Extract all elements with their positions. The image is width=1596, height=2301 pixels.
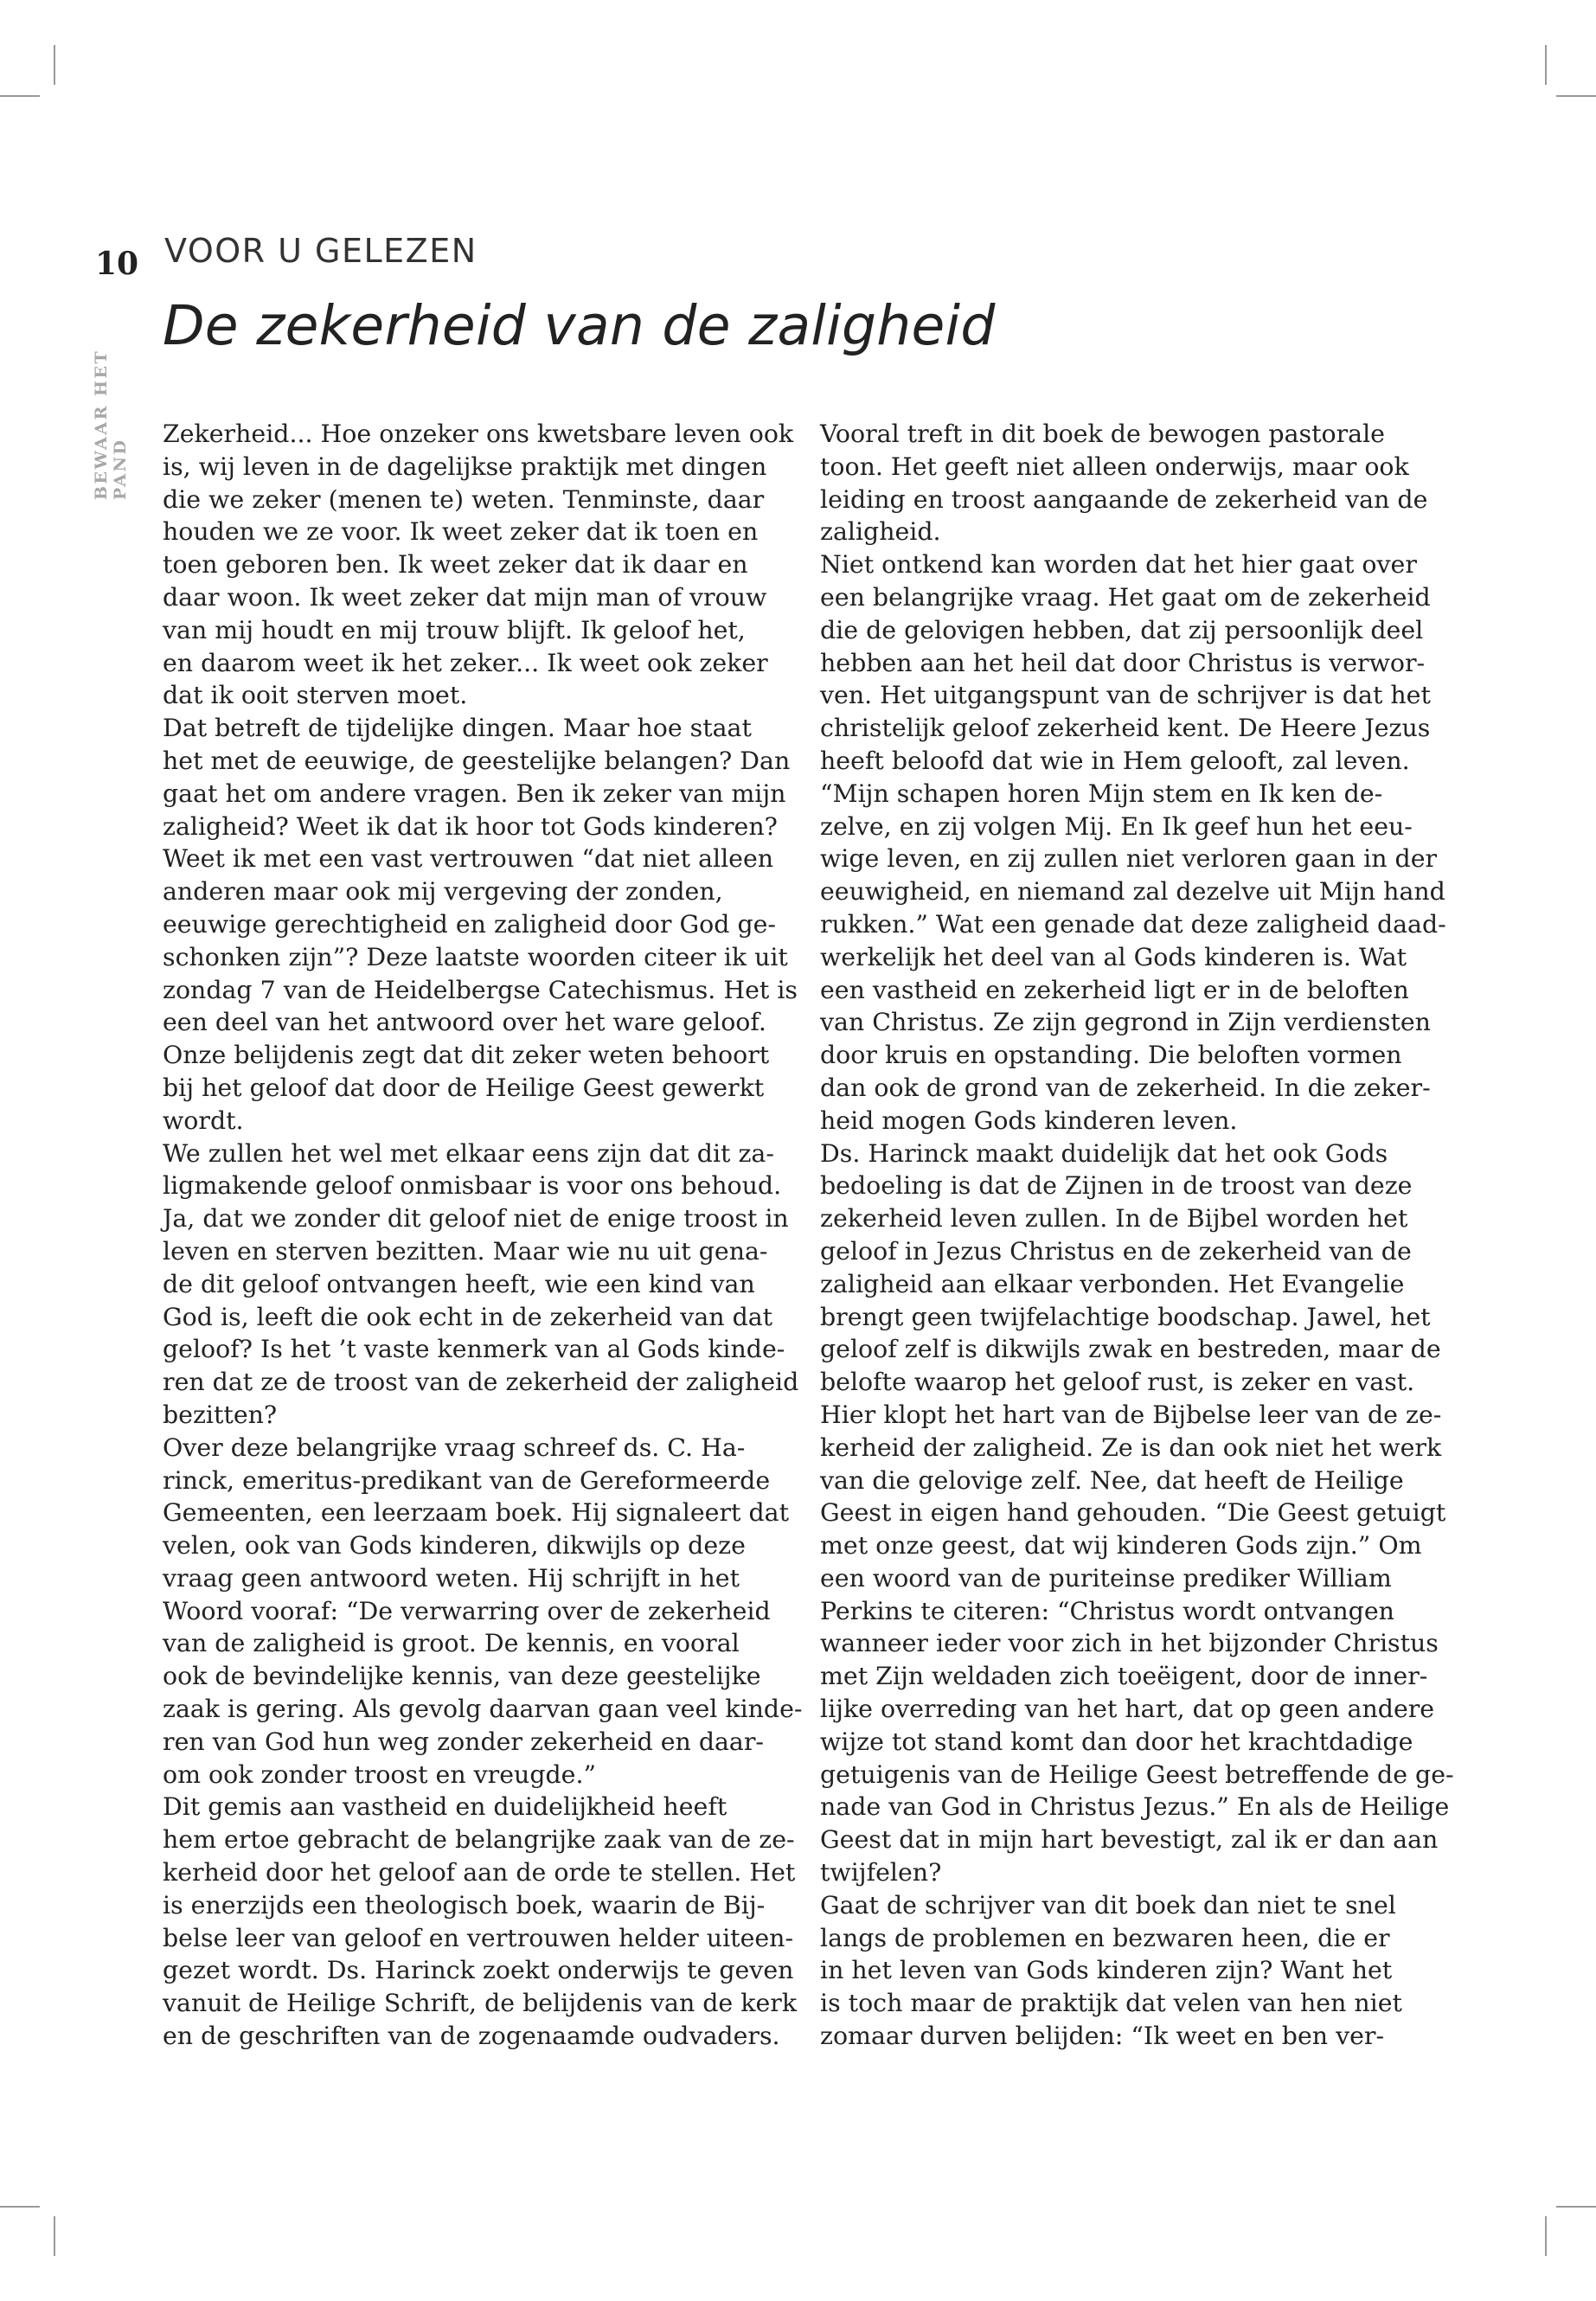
text-line: We zullen het wel met elkaar eens zijn dat dit za- — [163, 1138, 774, 1168]
right-column — [820, 418, 1454, 2053]
text-line: eeuwige gerechtigheid en zaligheid door God ge- — [163, 909, 777, 939]
text-line: met onze geest, dat wij kinderen Gods zijn.” Om — [820, 1531, 1422, 1561]
text-line: Dit gemis aan vastheid en duidelijkheid heeft — [163, 1792, 727, 1822]
text-line: getuigenis van de Heilige Geest betreffende de ge- — [820, 1759, 1454, 1789]
text-line: Niet ontkend kan worden dat het hier gaat over — [820, 550, 1417, 580]
text-line: zaligheid? Weet ik dat ik hoor tot Gods kinderen? — [163, 811, 778, 841]
page-number: 10 — [95, 246, 139, 282]
text-line: Dat betreft de tijdelijke dingen. Maar hoe staat — [163, 714, 752, 743]
text-line: Gemeenten, een leerzaam boek. Hij signaleert dat — [163, 1498, 789, 1528]
text-line: Over deze belangrijke vraag schreef ds. C. Ha- — [163, 1433, 746, 1462]
text-line: leven en sterven bezitten. Maar wie nu uit gena- — [163, 1236, 768, 1266]
text-line: rinck, emeritus-predikant van de Gereformeerde — [163, 1465, 771, 1495]
section-label: VOOR U GELEZEN — [164, 232, 478, 270]
text-line: zaligheid. — [820, 517, 941, 547]
text-line: “Mijn schapen horen Mijn stem en Ik ken de- — [820, 779, 1383, 808]
text-line: rukken.” Wat een genade dat deze zaligheid daad- — [820, 909, 1446, 939]
crop-mark-bottom-right-vertical — [1545, 2216, 1547, 2256]
text-line: een deel van het antwoord over het ware geloof. — [163, 1008, 766, 1037]
text-line: wordt. — [163, 1106, 244, 1135]
text-line: daar woon. Ik weet zeker dat mijn man of vrouw — [163, 582, 767, 612]
text-line: Weet ik met een vast vertrouwen “dat niet alleen — [163, 844, 774, 874]
text-line: zomaar durven belijden: “Ik weet en ben ver- — [820, 2022, 1385, 2051]
text-line: om ook zonder troost en vreugde.” — [163, 1759, 597, 1789]
text-line: met Zijn weldaden zich toeëigent, door de inner- — [820, 1662, 1428, 1691]
text-line: zondag 7 van de Heidelbergse Catechismus. Het is — [163, 975, 798, 1004]
text-line: van Christus. Ze zijn gegrond in Zijn verdiensten — [820, 1008, 1431, 1037]
article-title: De zekerheid van de zaligheid — [163, 294, 996, 357]
text-line: toen geboren ben. Ik weet zeker dat ik daar en — [163, 550, 748, 580]
text-line: het met de eeuwige, de geestelijke belangen? Dan — [163, 746, 791, 775]
text-line: Onze belijdenis zegt dat dit zeker weten behoort — [163, 1041, 770, 1070]
text-line: bezitten? — [163, 1400, 278, 1429]
text-line: anderen maar ook mij vergeving der zonden, — [163, 877, 723, 907]
crop-mark-top-right-vertical — [1545, 45, 1547, 85]
left-column — [163, 418, 803, 2053]
text-line: twijfelen? — [820, 1858, 942, 1888]
text-line: gezet wordt. Ds. Harinck zoekt onderwijs te geven — [163, 1956, 794, 1985]
side-label: BEWAAR HET PAND — [92, 349, 130, 500]
text-line: dan ook de grond van de zekerheid. In die zeker- — [820, 1073, 1431, 1102]
text-line: een vastheid en zekerheid ligt er in de beloften — [820, 975, 1409, 1004]
text-line: in het leven van Gods kinderen zijn? Want het — [820, 1956, 1393, 1985]
text-line: Geest dat in mijn hart bevestigt, zal ik er dan aan — [820, 1825, 1439, 1855]
text-line: toon. Het geeft niet alleen onderwijs, maar ook — [820, 452, 1409, 481]
crop-mark-bottom-left-vertical — [54, 2216, 55, 2256]
crop-mark-bottom-left-horizontal — [0, 2206, 40, 2208]
text-line: wijze tot stand komt dan door het krachtdadige — [820, 1727, 1413, 1756]
text-line: die we zeker (menen te) weten. Tenminste, daar — [163, 484, 765, 514]
crop-mark-top-left-horizontal — [0, 95, 40, 97]
text-line: dat ik ooit sterven moet. — [163, 681, 468, 710]
text-line: van de zaligheid is groot. De kennis, en vooral — [163, 1629, 740, 1658]
text-line: Woord vooraf: “De verwarring over de zekerheid — [163, 1596, 771, 1625]
text-line: geloof in Jezus Christus en de zekerheid van de — [820, 1236, 1412, 1266]
text-line: Hier klopt het hart van de Bijbelse leer van de ze- — [820, 1400, 1442, 1429]
text-line: schonken zijn”? Deze laatste woorden citeer ik uit — [163, 942, 788, 971]
text-line: heid mogen Gods kinderen leven. — [820, 1106, 1238, 1135]
text-line: ven. Het uitgangspunt van de schrijver is dat het — [820, 681, 1431, 710]
text-line: en de geschriften van de zogenaamde oudvaders. — [163, 2022, 780, 2051]
text-line: hebben aan het heil dat door Christus is verwor- — [820, 648, 1426, 677]
text-line: belofte waarop het geloof rust, is zeker en vast. — [820, 1368, 1415, 1397]
text-line: die de gelovigen hebben, dat zij persoonlijk deel — [820, 615, 1424, 644]
text-line: geloof? Is het ’t vaste kenmerk van al Gods kinde- — [163, 1335, 785, 1364]
text-line: kerheid der zaligheid. Ze is dan ook niet het werk — [820, 1433, 1442, 1462]
text-line: houden we ze voor. Ik weet zeker dat ik toen en — [163, 517, 759, 547]
text-line: kerheid door het geloof aan de orde te stellen. Het — [163, 1858, 796, 1888]
text-line: ook de bevindelijke kennis, van deze geestelijke — [163, 1662, 761, 1691]
text-line: vanuit de Heilige Schrift, de belijdenis van de kerk — [163, 1989, 798, 2018]
text-line: ren van God hun weg zonder zekerheid en daar- — [163, 1727, 765, 1756]
text-line: Zekerheid... Hoe onzeker ons kwetsbare leven ook — [163, 420, 794, 448]
text-line: is enerzijds een theologisch boek, waarin de Bij- — [163, 1890, 766, 1920]
text-line: vraag geen antwoord weten. Hij schrijft in het — [163, 1563, 740, 1593]
text-line: zekerheid leven zullen. In de Bijbel worden het — [820, 1204, 1408, 1234]
text-line: geloof zelf is dikwijls zwak en bestreden, maar de — [820, 1335, 1441, 1364]
text-line: brengt geen twijfelachtige boodschap. Jawel, het — [820, 1302, 1431, 1331]
text-line: is, wij leven in de dagelijkse praktijk met dingen — [163, 452, 767, 481]
text-line: door kruis en opstanding. Die beloften vormen — [820, 1041, 1402, 1070]
text-line: eeuwigheid, en niemand zal dezelve uit Mijn hand — [820, 877, 1445, 907]
text-line: Ds. Harinck maakt duidelijk dat het ook Gods — [820, 1138, 1388, 1168]
crop-mark-top-left-vertical — [54, 45, 55, 85]
text-line: Perkins te citeren: “Christus wordt ontvangen — [820, 1596, 1394, 1625]
text-line: lijke overreding van het hart, dat op geen andere — [820, 1695, 1435, 1724]
text-line: Vooral treft in dit boek de bewogen pastorale — [820, 420, 1385, 448]
text-line: leiding en troost aangaande de zekerheid van de — [820, 484, 1428, 514]
text-line: ligmakende geloof onmisbaar is voor ons behoud. — [163, 1171, 782, 1201]
crop-mark-bottom-right-horizontal — [1556, 2206, 1596, 2208]
text-line: is toch maar de praktijk dat velen van hen niet — [820, 1989, 1402, 2018]
text-line: de dit geloof ontvangen heeft, wie een kind van — [163, 1269, 755, 1298]
text-line: Ja, dat we zonder dit geloof niet de enige troost in — [163, 1204, 789, 1234]
text-line: een woord van de puriteinse prediker William — [820, 1563, 1392, 1593]
text-line: en daarom weet ik het zeker... Ik weet ook zeker — [163, 648, 768, 677]
text-line: gaat het om andere vragen. Ben ik zeker van mijn — [163, 779, 786, 808]
text-line: bedoeling is dat de Zijnen in de troost van deze — [820, 1171, 1413, 1201]
text-line: een belangrijke vraag. Het gaat om de zekerheid — [820, 582, 1431, 612]
text-line: belse leer van geloof en vertrouwen helder uiteen- — [163, 1923, 794, 1952]
crop-mark-top-right-horizontal — [1556, 95, 1596, 97]
text-line: zaligheid aan elkaar verbonden. Het Evangelie — [820, 1269, 1405, 1298]
text-line: ren dat ze de troost van de zekerheid der zaligheid — [163, 1368, 799, 1397]
text-line: nade van God in Christus Jezus.” En als de Heilige — [820, 1792, 1450, 1822]
text-line: wige leven, en zij zullen niet verloren gaan in der — [820, 844, 1438, 874]
text-line: zaak is gering. Als gevolg daarvan gaan veel kinde- — [163, 1695, 803, 1724]
text-line: God is, leeft die ook echt in de zekerheid van dat — [163, 1302, 773, 1331]
text-line: zelve, en zij volgen Mij. En Ik geef hun het eeu- — [820, 811, 1413, 841]
text-line: heeft beloofd dat wie in Hem gelooft, zal leven. — [820, 746, 1410, 775]
text-line: Geest in eigen hand gehouden. “Die Geest getuigt — [820, 1498, 1446, 1528]
text-line: Gaat de schrijver van dit boek dan niet te snel — [820, 1890, 1396, 1920]
text-line: hem ertoe gebracht de belangrijke zaak van de ze- — [163, 1825, 795, 1855]
text-line: bij het geloof dat door de Heilige Geest gewerkt — [163, 1073, 765, 1102]
text-line: christelijk geloof zekerheid kent. De Heere Jezus — [820, 714, 1431, 743]
text-line: velen, ook van Gods kinderen, dikwijls op deze — [163, 1531, 746, 1561]
text-line: langs de problemen en bezwaren heen, die er — [820, 1923, 1390, 1952]
text-line: van die gelovige zelf. Nee, dat heeft de Heilige — [820, 1465, 1404, 1495]
text-line: werkelijk het deel van al Gods kinderen is. Wat — [820, 942, 1407, 971]
text-line: wanneer ieder voor zich in het bijzonder Christus — [820, 1629, 1439, 1658]
text-line: van mij houdt en mij trouw blijft. Ik geloof het, — [163, 615, 746, 644]
